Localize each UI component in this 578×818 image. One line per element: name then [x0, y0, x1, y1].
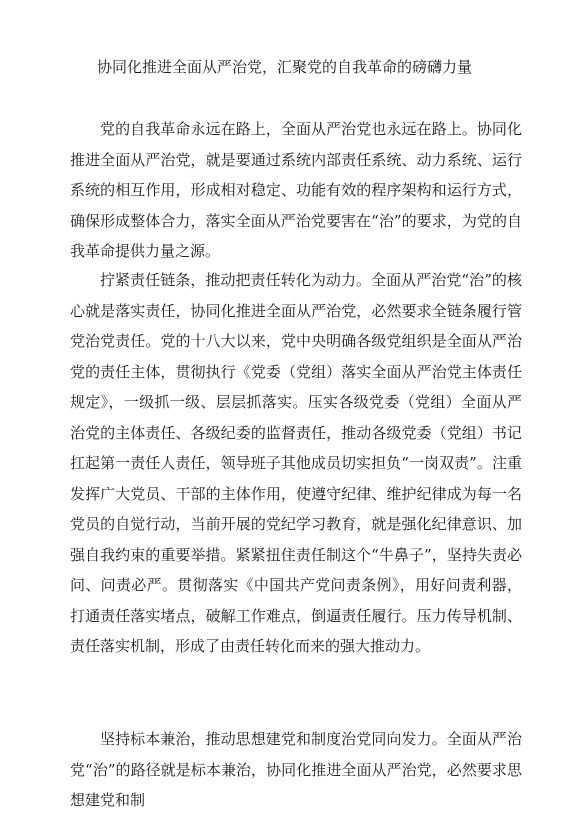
paragraph-intro: 党的自我革命永远在路上，全面从严治党也永远在路上。协同化推进全面从严治党，就是要通过系统内部责任系统、动力系统、运行系统的相互作用，形成相对稳定、功能有效的程序架构和运行方式，确保形成整体合力，落实全面从严治党要害在“治”的要求，为党的自我革命提供力量之源。: [70, 120, 522, 260]
document-title: 协同化推进全面从严治党，汇聚党的自我革命的磅礴力量: [97, 58, 473, 76]
paragraph-responsibility: 拧紧责任链条，推动把责任转化为动力。全面从严治党“治”的核心就是落实责任，协同化推进全面从严治党，必然要求全链条履行管党治党责任。党的十八大以来，党中央明确各级党组织是全面从严治党的责任主体，贯彻执行《党委（党组）落实全面从严治党主体责任规定》，一级抓一级、层层抓落实。压实各级党委（党组）全面从严治党的主体责任、各级纪委的监督责任，推动各级党委（党组）书记扛起第一责任人责任，领导班子其他成员切实担负“一岗双责”。注重发挥广大党员、干部的主体作用，使遵守纪律、维护纪律成为每一名党员的自觉行动，当前开展的党纪学习教育，就是强化纪律意识、加强自我约束的重要举措。紧紧扭住责任制这个“牛鼻子”，坚持失责必问、问责必严。贯彻落实《中国共产党问责条例》，用好问责利器，打通责任落实堵点，破解工作难点，倒逼责任履行。压力传导机制、责任落实机制，形成了由责任转化而来的强大推动力。: [70, 271, 522, 655]
paragraph-root-and-symptom: 坚持标本兼治，推动思想建党和制度治党同向发力。全面从严治党“治”的路径就是标本兼治，协同化推进全面从严治党，必然要求思想建党和制: [70, 730, 522, 809]
